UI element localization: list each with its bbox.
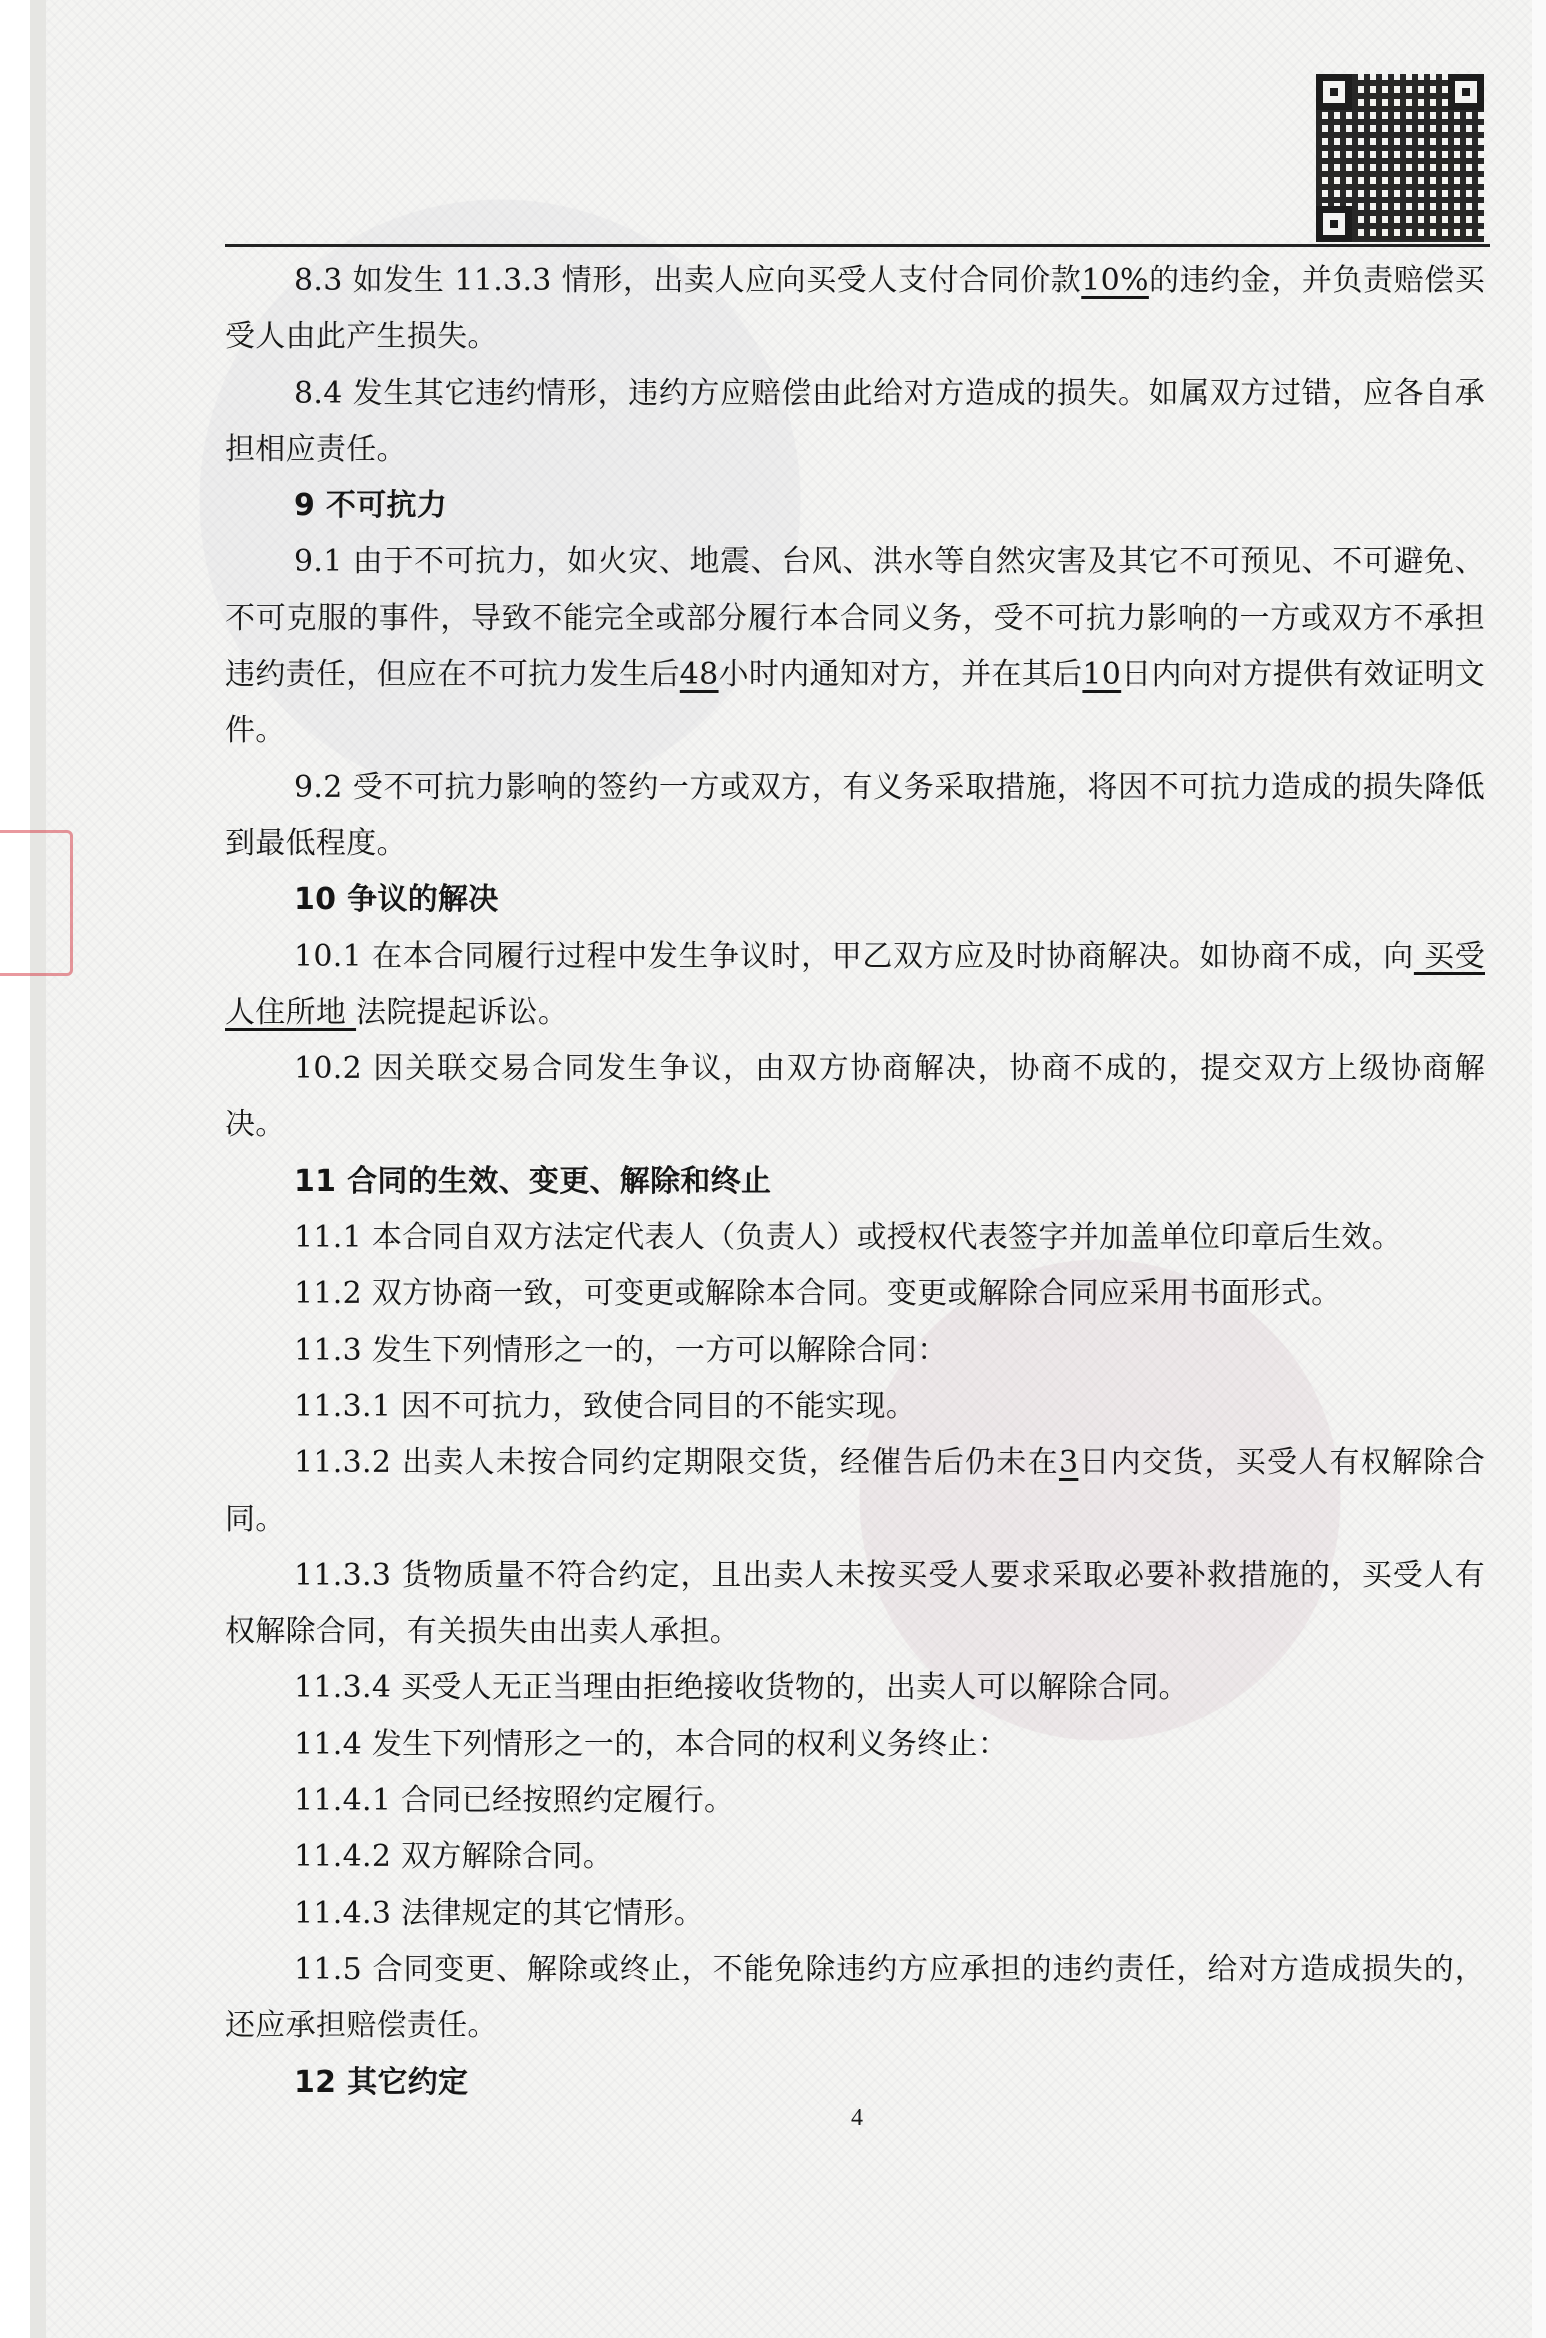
clause-11-4: 11.4 发生下列情形之一的，本合同的权利义务终止： bbox=[294, 1726, 1009, 1762]
clause-11-3: 11.3 发生下列情形之一的，一方可以解除合同： bbox=[294, 1332, 948, 1368]
clause-9-1: 9.1 由于不可抗力，如火灾、地震、台风、洪水等自然灾害及其它不可预见、不可避免、不可克服的事件，导致不能完全或部分履行本合同义务，受不可抗力影响的一方或双方不承担违约责任，但应在不可抗力发生后48小时内通知对方，并在其后10日内向对方提供有效证明文件。 bbox=[225, 544, 1486, 749]
clause-11-3-2: 11.3.2 出卖人未按合同约定期限交货，经催告后仍未在3日内交货，买受人有权解除合同。 bbox=[225, 1445, 1485, 1537]
clause-11-3-4: 11.3.4 买受人无正当理由拒绝接收货物的，出卖人可以解除合同。 bbox=[294, 1670, 1189, 1706]
header-rule bbox=[225, 244, 1490, 247]
qr-code bbox=[1316, 74, 1484, 242]
clause-11-4-3: 11.4.3 法律规定的其它情形。 bbox=[294, 1895, 705, 1931]
contract-text bbox=[225, 253, 1485, 2111]
clause-8-4: 8.4 发生其它违约情形，违约方应赔偿由此给对方造成的损失。如属双方过错，应各自承担相应责任。 bbox=[225, 375, 1485, 467]
clause-11-1: 11.1 本合同自双方法定代表人（负责人）或授权代表签字并加盖单位印章后生效。 bbox=[294, 1220, 1403, 1256]
qr-finder-top-right bbox=[1448, 74, 1484, 110]
clause-11-5: 11.5 合同变更、解除或终止，不能免除违约方应承担的违约责任，给对方造成损失的，还应承担赔偿责任。 bbox=[225, 1951, 1485, 2044]
clause-11-2: 11.2 双方协商一致，可变更或解除本合同。变更或解除合同应采用书面形式。 bbox=[294, 1276, 1342, 1312]
clause-9-2: 9.2 受不可抗力影响的签约一方或双方，有义务采取措施，将因不可抗力造成的损失降低到最低程度。 bbox=[225, 769, 1485, 861]
clause-8-3: 8.3 如发生 11.3.3 情形，出卖人应向买受人支付合同价款10%的违约金，并负责赔偿买受人由此产生损失。 bbox=[225, 263, 1485, 355]
clause-11-3-1: 11.3.1 因不可抗力，致使合同目的不能实现。 bbox=[294, 1388, 917, 1424]
qr-finder-top-left bbox=[1316, 74, 1352, 110]
section-10-heading: 10 争议的解决 bbox=[294, 882, 499, 918]
clause-10-2: 10.2 因关联交易合同发生争议，由双方协商解决，协商不成的，提交双方上级协商解决。 bbox=[225, 1051, 1485, 1143]
section-12-heading: 12 其它约定 bbox=[294, 2064, 469, 2100]
section-9-heading: 9 不可抗力 bbox=[294, 488, 448, 524]
clause-11-4-1: 11.4.1 合同已经按照约定履行。 bbox=[294, 1783, 735, 1819]
clause-11-4-2: 11.4.2 双方解除合同。 bbox=[294, 1839, 614, 1875]
red-seal-fragment bbox=[0, 830, 73, 976]
page-number: 4 bbox=[851, 2105, 863, 2131]
page-right-edge bbox=[1532, 0, 1546, 2338]
clause-11-3-3: 11.3.3 货物质量不符合约定，且出卖人未按买受人要求采取必要补救措施的，买受人有权解除合同，有关损失由出卖人承担。 bbox=[225, 1557, 1485, 1650]
page-left-edge bbox=[0, 0, 46, 2338]
clause-10-1: 10.1 在本合同履行过程中发生争议时，甲乙双方应及时协商解决。如协商不成，向 买受人住所地 法院提起诉讼。 bbox=[225, 938, 1485, 1030]
section-11-heading: 11 合同的生效、变更、解除和终止 bbox=[294, 1163, 772, 1199]
qr-finder-bottom-left bbox=[1316, 206, 1352, 242]
